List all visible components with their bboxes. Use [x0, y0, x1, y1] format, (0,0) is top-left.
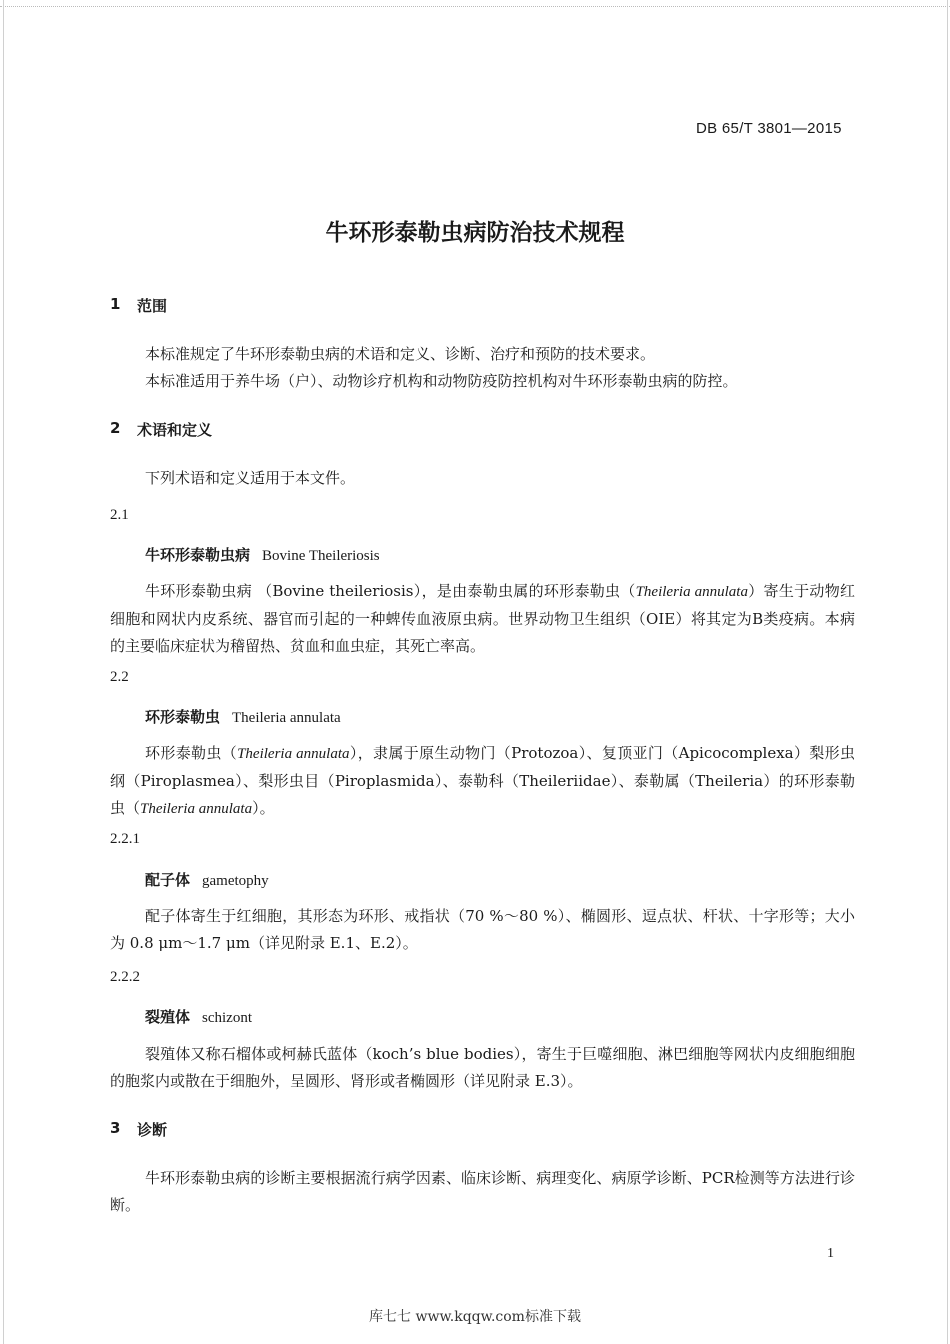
clause-2-2-1-term-zh: 配子体 — [145, 871, 191, 889]
clause-2-2-2-term — [145, 1006, 252, 1027]
clause-2-1-text-b: ）寄生于动物红细胞和网状内皮系统、器官而引起的一种蜱传血液原虫病。世界动物卫生组织（OIE）将其定为B类疫病。本病的主要临床症状为稽留热、贫血和血虫症，其死亡率高。 — [110, 582, 855, 655]
clause-2-2-latin-name-a: Theileria annulata — [237, 746, 350, 762]
clause-2-2-text-a: 环形泰勒虫（ — [145, 744, 238, 762]
clause-2-2-number: 2.2 — [110, 669, 129, 685]
standard-code: DB 65/T 3801—2015 — [696, 120, 842, 137]
section-1-title: 范围 — [137, 297, 168, 315]
clause-2-2-term-en: Theileria annulata — [232, 710, 341, 726]
clause-2-1-number: 2.1 — [110, 507, 129, 523]
section-3-para-1: 牛环形泰勒虫病的诊断主要根据流行病学因素、临床诊断、病理变化、病原学诊断、PCR检测等方法进行诊断。 — [110, 1169, 855, 1214]
clause-2-1-latin-name: Theileria annulata — [635, 584, 748, 600]
clause-2-1-term-en: Bovine Theileriosis — [262, 548, 380, 564]
clause-2-2-1-number: 2.2.1 — [110, 831, 140, 847]
section-1-para-2: 本标准适用于养牛场（户）、动物诊疗机构和动物防疫防控机构对牛环形泰勒虫病的防控。 — [145, 372, 738, 390]
footer-watermark: 库七七 www.kqqw.com标准下载 — [369, 1309, 581, 1325]
scan-right-edge — [947, 0, 948, 1344]
clause-2-1-term — [145, 544, 380, 565]
clause-2-1-definition — [110, 578, 855, 660]
section-2-intro: 下列术语和定义适用于本文件。 — [145, 469, 356, 487]
clause-2-2-1-term — [145, 869, 269, 890]
clause-2-2-term — [145, 706, 341, 727]
section-1-number: 1 — [110, 295, 121, 313]
clause-2-1-text-a: 牛环形泰勒虫病 （Bovine theileriosis），是由泰勒虫属的环形泰勒虫（ — [145, 582, 636, 600]
clause-2-2-2-number: 2.2.2 — [110, 969, 140, 985]
clause-2-2-2-term-en: schizont — [202, 1010, 253, 1026]
clause-2-2-text-c: ）。 — [252, 799, 275, 817]
section-1-para-1: 本标准规定了牛环形泰勒虫病的术语和定义、诊断、治疗和预防的技术要求。 — [145, 345, 656, 363]
clause-2-2-text-b: ），隶属于原生动物门（Protozoa）、复顶亚门（Apicocomplexa）梨形虫纲（Piroplasmea）、梨形虫目（Piroplasmida）、泰勒科（Theileriidae）、泰勒属（Theileria）的环形泰勒虫（ — [110, 744, 855, 817]
clause-2-2-latin-name-b: Theileria annulata — [140, 801, 253, 817]
page-number: 1 — [827, 1246, 834, 1261]
clause-2-2-term-zh: 环形泰勒虫 — [145, 708, 221, 726]
section-3-number: 3 — [110, 1119, 121, 1137]
clause-2-2-2-definition: 裂殖体又称石榴体或柯赫氏蓝体（koch’s blue bodies），寄生于巨噬细胞、淋巴细胞等网状内皮细胞细胞的胞浆内或散在于细胞外，呈圆形、肾形或者椭圆形（详见附录 E.3）。 — [110, 1045, 855, 1090]
clause-2-1-term-zh: 牛环形泰勒虫病 — [145, 546, 251, 564]
clause-2-2-definition — [110, 740, 855, 823]
clause-2-2-1-definition: 配子体寄生于红细胞，其形态为环形、戒指状（70 %～80 %）、椭圆形、逗点状、杆状、十字形等；大小为 0.8 μm～1.7 μm（详见附录 E.1、E.2）。 — [110, 907, 855, 952]
clause-2-2-1-term-en: gametophy — [202, 873, 269, 889]
document-title: 牛环形泰勒虫病防治技术规程 — [325, 220, 625, 246]
section-2-title: 术语和定义 — [137, 421, 213, 439]
scan-left-edge — [3, 0, 4, 1344]
scan-top-edge — [0, 0, 950, 7]
section-2-number: 2 — [110, 419, 121, 437]
clause-2-2-2-term-zh: 裂殖体 — [145, 1008, 191, 1026]
section-3-title: 诊断 — [137, 1121, 168, 1139]
